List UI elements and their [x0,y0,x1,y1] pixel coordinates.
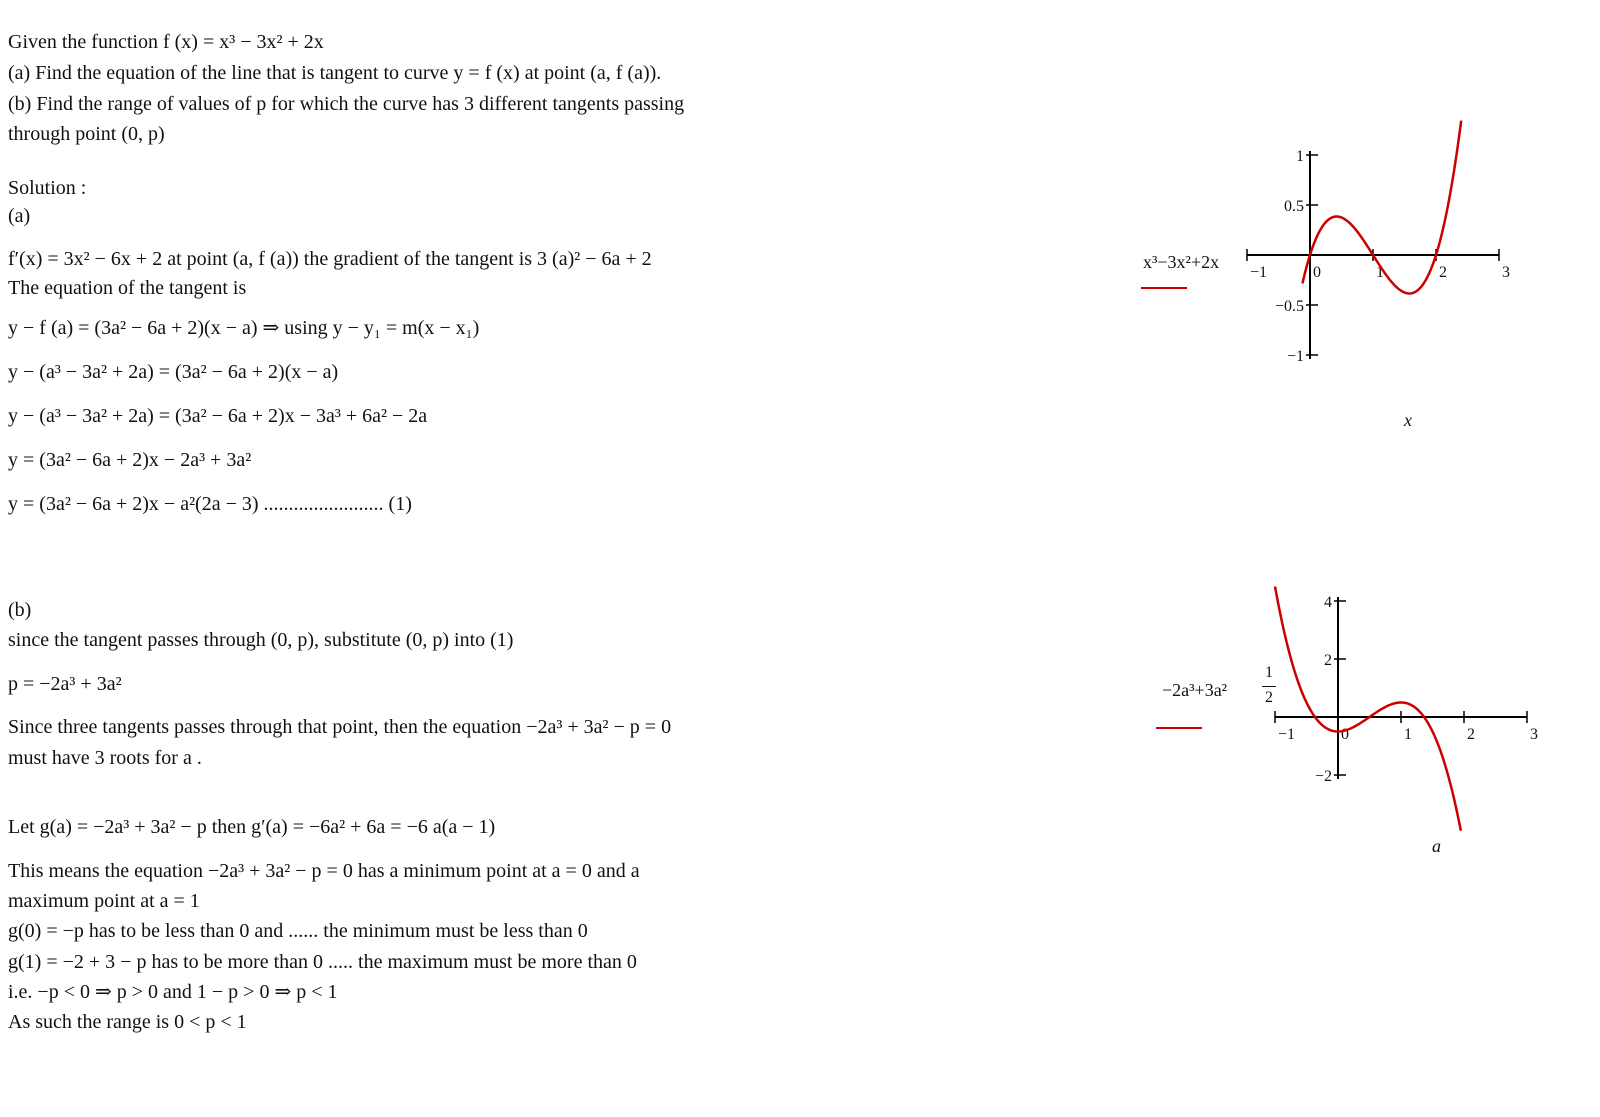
plot2-x-tick-label: −1 [1278,726,1296,743]
tangent-step-2: y − (a³ − 3a² + 2a) = (3a² − 6a + 2)(x − a) [8,361,339,383]
part-b-line-4: must have 3 roots for a . [8,747,202,769]
plot1-x-tick-label: 3 [1502,264,1510,281]
part-b-label: (b) [8,599,32,621]
part-b-line-2: p = −2a³ + 3a² [8,673,122,695]
plot2-chart [1278,580,1590,810]
tangent-step-4: y = (3a² − 6a + 2)x − 2a³ + 3a² [8,449,252,471]
part-b-conclusion: As such the range is 0 < p < 1 [8,1011,247,1033]
plot1-y-tick-label: −1 [1286,348,1304,365]
plot2-x-tick-label: 1 [1404,726,1412,743]
part-b-line-1: since the tangent passes through (0, p), substitute (0, p) into (1) [8,629,514,651]
plot2-x-tick-label: 2 [1467,726,1475,743]
problem-line-2: (a) Find the equation of the line that is tangent to curve y = f (x) at point (a, f (a)). [8,62,662,84]
problem-line-4: through point (0, p) [8,123,165,145]
plot1-y-tick-label: 1 [1296,148,1304,165]
derivative-line: f′(x) = 3x² − 6x + 2 at point (a, f (a)) the gradient of the tangent is 3 (a)² − 6a + 2 [8,248,652,270]
plot2-legend-label: −2a³+3a² [1162,680,1228,700]
tangent-step-1: y − f (a) = (3a² − 6a + 2)(x − a) ⇒ using y − y₁ = m(x − x₁) [8,317,480,339]
plot1-x-axis-label: x [1404,410,1412,430]
part-b-line-8: g(0) = −p has to be less than 0 and ...... the minimum must be less than 0 [8,920,588,942]
plot2-x-tick-label: 3 [1530,726,1538,743]
plot2-legend-frac-num: 1 [1265,664,1273,681]
part-b-line-7: maximum point at a = 1 [8,890,200,912]
plot1-x-tick-label: −1 [1250,264,1268,281]
plot2-series-curve [1275,587,1461,831]
plot1-x-tick-label: 2 [1439,264,1447,281]
problem-line-1: Given the function f (x) = x³ − 3x² + 2x [8,31,324,53]
solution-heading: Solution : [8,177,87,199]
part-b-line-9: g(1) = −2 + 3 − p has to be more than 0 ..... the maximum must be more than 0 [8,951,637,973]
plot1-series-curve [1302,121,1461,294]
plot1-x-tick-label: 1 [1376,264,1384,281]
tangent-equation-1: y = (3a² − 6a + 2)x − a²(2a − 3) ........................ (1) [8,493,412,515]
tangent-step-3: y − (a³ − 3a² + 2a) = (3a² − 6a + 2)x − 3a³ + 6a² − 2a [8,405,428,427]
plot1-y-tick-label: −0.5 [1274,298,1304,315]
plot1-legend-swatch [1141,287,1187,289]
plot1-y-tick-label: 0.5 [1284,198,1304,215]
problem-line-3: (b) Find the range of values of p for which the curve has 3 different tangents passing [8,93,685,115]
plot1-legend-label: x³−3x²+2x [1143,252,1220,272]
plot2-x-axis-label: a [1432,836,1441,856]
plot1-x-tick-label: 0 [1313,264,1321,281]
part-b-line-10: i.e. −p < 0 ⇒ p > 0 and 1 − p > 0 ⇒ p < 1 [8,981,338,1003]
plot2-legend-frac-den: 2 [1265,689,1273,706]
tangent-intro: The equation of the tangent is [8,277,247,299]
plot1-chart [1250,148,1550,380]
plot2-y-tick-label: −2 [1314,768,1332,785]
plot2-legend-swatch [1156,727,1202,729]
part-b-line-6: This means the equation −2a³ + 3a² − p = 0 has a minimum point at a = 0 and a [8,860,640,882]
part-a-label: (a) [8,205,31,227]
plot2-legend-frac-bar [1262,686,1276,687]
part-b-line-3: Since three tangents passes through that point, then the equation −2a³ + 3a² − p = 0 [8,716,672,738]
plot2-x-tick-label: 0 [1341,726,1349,743]
plot2-y-tick-label: 4 [1324,594,1332,611]
part-b-line-5: Let g(a) = −2a³ + 3a² − p then g′(a) = −6a² + 6a = −6 a(a − 1) [8,816,496,838]
plot2-y-tick-label: 2 [1324,652,1332,669]
